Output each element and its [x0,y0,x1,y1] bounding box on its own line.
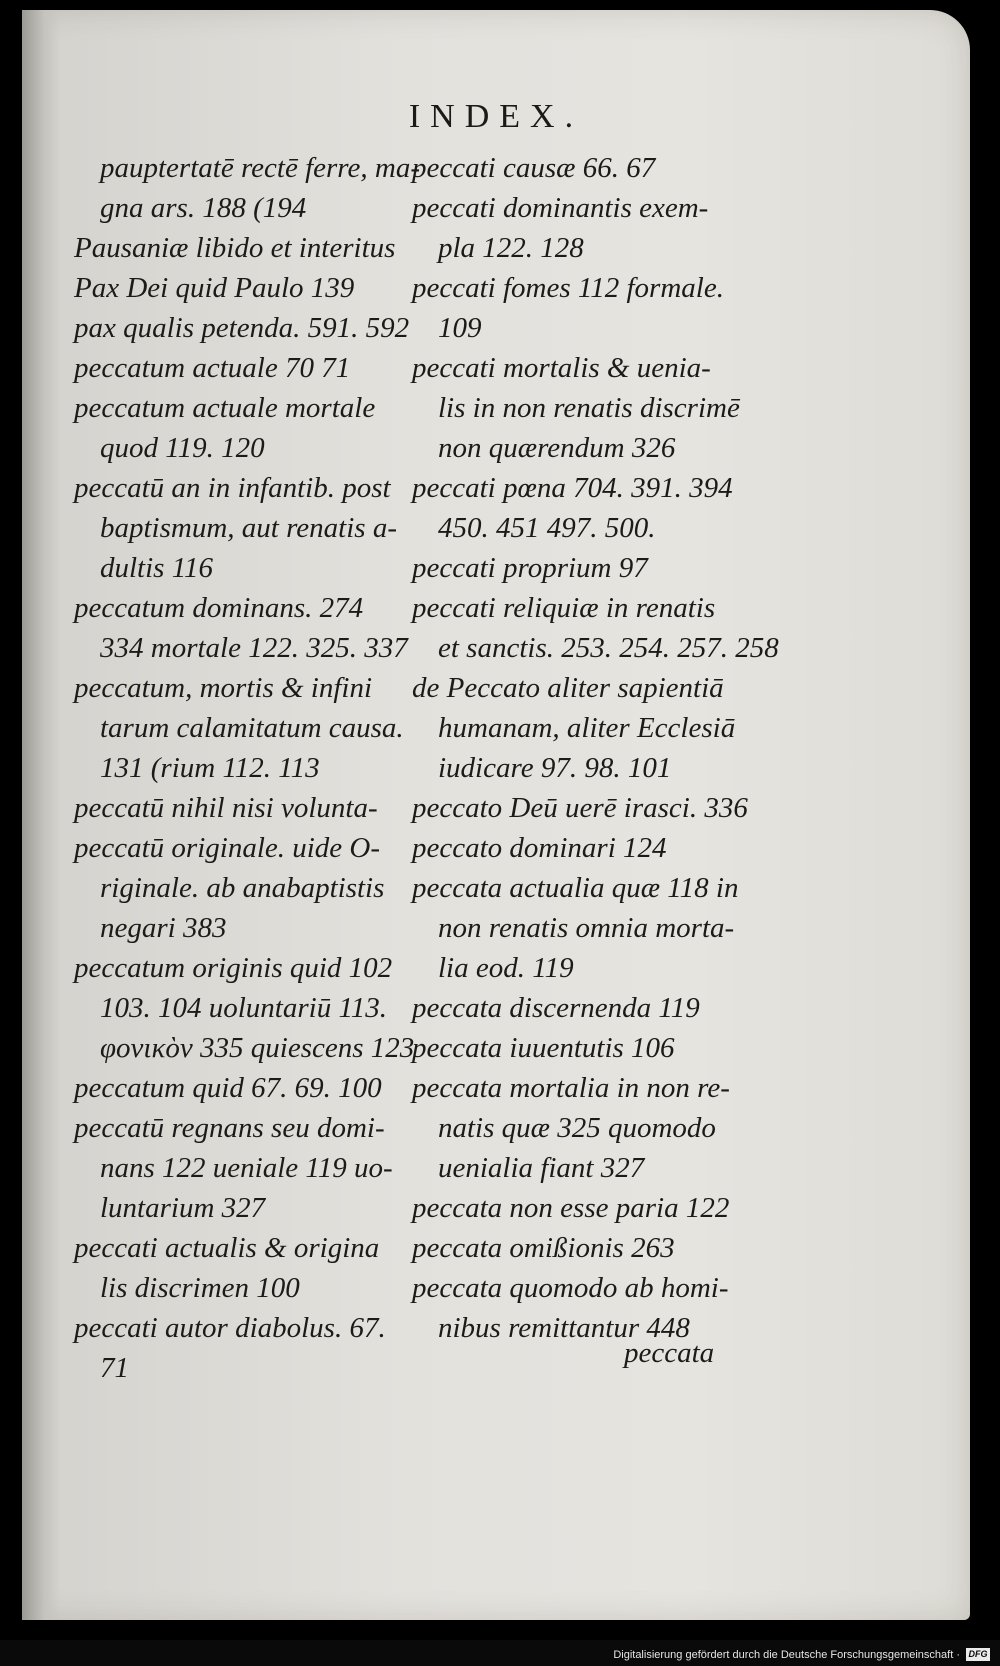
index-entry-line: lis in non renatis discrimē [438,392,740,424]
index-entry-line: nibus remittantur 448 [438,1312,690,1344]
index-entry-line: peccato dominari 124 [412,832,667,864]
index-entry-line: pauptertatē rectē ferre, ma- [100,152,420,184]
index-entry-line: peccata non esse paria 122 [412,1192,730,1224]
index-entry-line: peccatum quid 67. 69. 100 [74,1072,382,1104]
index-entry-line: peccatū an in infantib. post [74,472,391,504]
index-entry-line: Pax Dei quid Paulo 139 [74,272,355,304]
index-entry-line: iudicare 97. 98. 101 [438,752,672,784]
index-entry-line: tarum calamitatum causa. [100,712,404,744]
index-entry-line: peccatum dominans. 274 [74,592,364,624]
index-entry-line: 334 mortale 122. 325. 337 [100,632,408,664]
index-entry-line: natis quæ 325 quomodo [438,1112,716,1144]
index-entry-line: peccatū nihil nisi volunta- [74,792,378,824]
index-entry-line: 109 [438,312,482,344]
index-entry-line: peccato Deū uerē irasci. 336 [412,792,748,824]
index-entry-line: peccati actualis & origina [74,1232,380,1264]
index-entry-line: φονικὸν 335 quiescens 123 [100,1032,415,1064]
index-entry-line: peccati reliquiæ in renatis [412,592,716,624]
index-entry-line: peccatum, mortis & infini [74,672,373,704]
dfg-logo: DFG [966,1648,990,1661]
index-entry-line: peccatū regnans seu domi- [74,1112,385,1144]
index-entry-line: peccata mortalia in non re- [412,1072,730,1104]
index-entry-line: peccati dominantis exem- [412,192,709,224]
page-title: INDEX. [408,98,584,135]
footer-bar [0,1640,1000,1666]
index-entry-line: peccatū originale. uide O- [74,832,381,864]
index-entry-line: uenialia fiant 327 [438,1152,645,1184]
index-entry-line: peccati proprium 97 [412,552,648,584]
index-entry-line: 103. 104 uoluntariū 113. [100,992,388,1024]
index-entry-line: 71 [100,1352,129,1384]
footer-credit: Digitalisierung gefördert durch die Deutsche Forschungsgemeinschaft · [613,1649,960,1661]
index-entry-line: non renatis omnia morta- [438,912,735,944]
page-gutter-shadow [22,10,60,1620]
index-entry-line: peccatum actuale mortale [74,392,376,424]
index-entry-line: riginale. ab anabaptistis [100,872,385,904]
index-entry-line: nans 122 ueniale 119 uo- [100,1152,393,1184]
index-entry-line: Pausaniæ libido et interitus [74,232,396,264]
index-entry-line: peccata quomodo ab homi- [412,1272,729,1304]
index-entry-line: humanam, aliter Ecclesiā [438,712,736,744]
index-entry-line: peccati causæ 66. 67 [412,152,656,184]
book-page [22,10,970,1620]
index-entry-line: gna ars. 188 (194 [100,192,307,224]
index-entry-line: dultis 116 [100,552,214,584]
index-entry-line: peccati pœna 704. 391. 394 [412,472,733,504]
index-entry-line: peccati autor diabolus. 67. [74,1312,386,1344]
index-entry-line: peccati fomes 112 formale. [412,272,724,304]
index-entry-line: peccata actualia quæ 118 in [412,872,739,904]
index-column-right [412,148,779,1348]
index-entry-line: 131 (rium 112. 113 [100,752,320,784]
index-entry-line: luntarium 327 [100,1192,266,1224]
index-entry-line: peccata iuuentutis 106 [412,1032,675,1064]
index-entry-line: pla 122. 128 [438,232,584,264]
index-entry-line: lia eod. 119 [438,952,574,984]
index-entry-line: peccatum actuale 70 71 [74,352,351,384]
index-entry-line: de Peccato aliter sapientiā [412,672,724,704]
index-entry-line: 450. 451 497. 500. [438,512,656,544]
index-entry-line: et sanctis. 253. 254. 257. 258 [438,632,779,664]
index-entry-line: peccati mortalis & uenia- [412,352,711,384]
index-entry-line: baptismum, aut renatis a- [100,512,397,544]
index-entry-line: pax qualis petenda. 591. 592 [74,312,410,344]
index-entry-line: peccata omißionis 263 [412,1232,675,1264]
index-entry-line: negari 383 [100,912,227,944]
index-entry-line: quod 119. 120 [100,432,265,464]
index-entry-line: non quærendum 326 [438,432,676,464]
index-column-left [74,148,420,1388]
catchword: peccata [624,1337,715,1369]
index-entry-line: peccata discernenda 119 [412,992,700,1024]
index-entry-line: lis discrimen 100 [100,1272,300,1304]
index-entry-line: peccatum originis quid 102 [74,952,393,984]
